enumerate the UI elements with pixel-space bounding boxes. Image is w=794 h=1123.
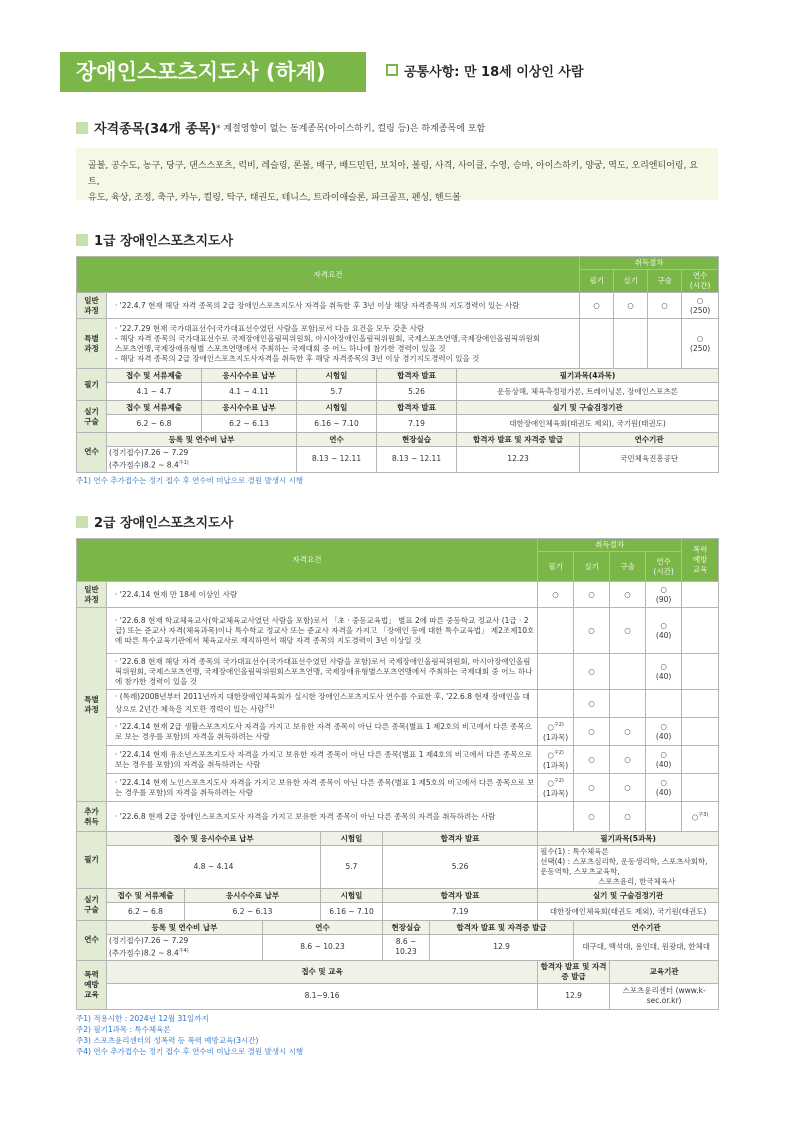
grade2-special-row-practical: ○: [574, 718, 610, 746]
grade2-additional-label: 추가 취득: [77, 802, 107, 832]
grade2-practical-v2: 6.16 ~ 7.10: [321, 903, 383, 921]
grade1-practical-v3: 7.19: [377, 415, 457, 433]
grade1-training-v0: 8.13 ~ 12.11: [297, 447, 377, 473]
grade2-table: [76, 538, 719, 1010]
grade2-violence-header: 폭력 예방 교육: [682, 539, 719, 582]
grade2-oral-header: 구술: [610, 552, 646, 582]
grade2-practical-h4: 실기 및 구술검정기관: [538, 889, 719, 903]
grade2-footnote-2: 주2) 필기1과목 : 특수체육론: [76, 1025, 171, 1034]
grade2-special-row-written: ○$^{주2)}$ (1과목): [538, 718, 574, 746]
grade1-general-written: ○: [580, 293, 614, 319]
grade1-general-training: ○ (250): [682, 293, 719, 319]
grade2-practical-label: 실기 구술: [77, 889, 107, 921]
grade1-written-v2: 5.7: [297, 383, 377, 401]
grade2-training-registration: (정기접수)7.26 ~ 7.29 (추가접수)8.2 ~ $8.4^{주4)}$: [107, 935, 263, 961]
grade2-special-row-practical: ○: [574, 746, 610, 774]
grade2-training-header: 연수 (시간): [646, 552, 682, 582]
grade1-practical-header: 실기: [614, 270, 648, 293]
grade2-violence-label: 폭력 예방 교육: [77, 960, 107, 1009]
section-square-icon: [76, 234, 88, 246]
grade1-written-v4: 운동상해, 체육측정평가론, 트레이닝론, 장애인스포츠론: [457, 383, 719, 401]
grade2-special-row-written: ○$^{주2)}$ (1과목): [538, 746, 574, 774]
section-square-icon: [76, 122, 88, 134]
grade2-written-label: 필기: [77, 832, 107, 889]
grade1-procedure-header: 취득절차: [580, 257, 719, 270]
grade2-practical-header: 실기: [574, 552, 610, 582]
grade2-special-row-training: ○ (40): [646, 608, 682, 654]
grade1-title: 1급 장애인스포츠지도사: [94, 234, 234, 249]
page-title: 장애인스포츠지도사 (하계): [76, 60, 326, 84]
grade1-table: [76, 256, 719, 473]
grade1-training-h1: 연수: [297, 433, 377, 447]
grade2-footnote-1: 주1) 적용시한 : 2024년 12월 31일까지: [76, 1014, 209, 1023]
grade2-general-oral: ○: [610, 582, 646, 608]
grade1-practical-v2: 6.16 ~ 7.10: [297, 415, 377, 433]
grade2-practical-h3: 합격자 발표: [383, 889, 538, 903]
grade1-oral-header: 구술: [648, 270, 682, 293]
grade1-training-h4: 연수기관: [580, 433, 719, 447]
grade2-written-h1: 시험일: [321, 832, 383, 846]
grade2-training-v1: 8.6 ~ 10.23: [383, 935, 430, 961]
grade2-general-label: 일반 과정: [77, 582, 107, 608]
grade1-practical-h1: 응시수수료 납부: [202, 401, 297, 415]
grade1-footnote: 주1) 연수 추가접수는 정기 접수 후 연수비 미납으로 결원 발생시 시행: [76, 476, 304, 485]
grade2-procedure-header: 취득절차: [538, 539, 682, 552]
grade2-general-training: ○ (90): [646, 582, 682, 608]
grade1-training-v1: 8.13 ~ 12.11: [377, 447, 457, 473]
grade2-special-row-training: ○ (40): [646, 654, 682, 690]
grade2-violence-v1: 12.9: [538, 983, 610, 1009]
grade2-practical-v0: 6.2 ~ 6.8: [107, 903, 185, 921]
grade2-practical-h1: 응시수수료 납부: [185, 889, 321, 903]
grade2-training-h0: 등록 및 연수비 납부: [107, 921, 263, 935]
grade1-training-header: 연수 (시간): [682, 270, 719, 293]
grade2-special-row-text: · '22.6.8 현재 해당 자격 종목의 국가대표선수(국가대표선수였던 사람을 포함)로서 국제장애인올림픽위원회, 아시아장애인올림픽위원회, 국제스포츠연맹, 국제장애인올림픽위원회스포츠연맹, 국제장애유형별스포츠연맹에서 주최하는 국제대회 중 어느 하나에 참가한 경력이 있을 것: [107, 654, 538, 690]
page-title-bar: [60, 52, 366, 92]
grade2-written-v1: 5.7: [321, 846, 383, 889]
grade1-written-v1: 4.1 ~ 4.11: [202, 383, 297, 401]
grade2-training-v0: 8.6 ~ 10.23: [263, 935, 383, 961]
grade2-violence-v0: 8.1~9.16: [107, 983, 538, 1009]
grade2-practical-h2: 시험일: [321, 889, 383, 903]
grade1-written-h0: 접수 및 서류제출: [107, 369, 202, 383]
grade1-practical-h3: 합격자 발표: [377, 401, 457, 415]
grade2-general-written: ○: [538, 582, 574, 608]
grade1-practical-label: 실기 구술: [77, 401, 107, 433]
grade2-general-practical: ○: [574, 582, 610, 608]
grade2-training-h1: 연수: [263, 921, 383, 935]
grade2-written-subjects: 필수(1) : 특수체육론 선택(4) : 스포츠심리학, 운동생리학, 스포츠사회학, 운동역학, 스포츠교육학, 스포츠윤리, 한국체육사: [538, 846, 719, 889]
grade2-practical-h0: 접수 및 서류제출: [107, 889, 185, 903]
grade2-violence-v2: 스포츠윤리센터 (www.k-sec.or.kr): [610, 983, 719, 1009]
sports-list-box: [76, 148, 718, 203]
grade2-special-row-training: ○ (40): [646, 774, 682, 802]
grade2-additional-text: · '22.6.8 현재 2급 장애인스포츠지도사 자격을 가지고 보유한 자격 종목이 아닌 다른 종목의 자격을 취득하려는 사람: [107, 802, 538, 832]
grade2-additional-violence: ○$^{주3)}$: [682, 802, 719, 832]
grade2-written-h3: 필기과목(5과목): [538, 832, 719, 846]
sports-line-2: 유도, 육상, 조정, 축구, 카누, 컬링, 탁구, 태권도, 테니스, 트라이애슬론, 파크골프, 펜싱, 핸드볼: [88, 193, 461, 203]
grade2-training-v3: 대구대, 백석대, 용인대, 원광대, 한체대: [574, 935, 719, 961]
grade1-general-text: · '22.4.7 현재 해당 자격 종목의 2급 장애인스포츠지도사 자격을 취득한 후 3년 이상 해당 자격종목의 지도경력이 있는 사람: [107, 293, 580, 319]
grade1-training-label: 연수: [77, 433, 107, 473]
grade1-written-v3: 5.26: [377, 383, 457, 401]
grade2-training-h4: 연수기관: [574, 921, 719, 935]
grade1-written-h2: 시험일: [297, 369, 377, 383]
grade1-general-label: 일반 과정: [77, 293, 107, 319]
grade1-requirements-header: 자격요건: [77, 257, 580, 293]
grade1-special-label: 특별 과정: [77, 319, 107, 369]
grade1-written-h3: 합격자 발표: [377, 369, 457, 383]
grade1-written-v0: 4.1 ~ 4.7: [107, 383, 202, 401]
grade2-written-h0: 접수 및 응시수수료 납부: [107, 832, 321, 846]
grade2-general-text: · '22.4.14 현재 만 18세 이상인 사람: [107, 582, 538, 608]
grade2-training-h3: 합격자 발표 및 자격증 발급: [430, 921, 574, 935]
grade2-violence-h1: 합격자 발표 및 자격증 발급: [538, 960, 610, 983]
grade2-training-v2: 12.9: [430, 935, 574, 961]
grade2-written-v2: 5.26: [383, 846, 538, 889]
grade1-written-h4: 필기과목(4과목): [457, 369, 719, 383]
grade1-training-h0: 등록 및 연수비 납부: [107, 433, 297, 447]
common-requirement: 공통사항: 만 18세 이상인 사람: [404, 65, 584, 80]
grade1-training-registration: (정기접수)7.26 ~ 7.29 (추가접수)8.2 ~ $8.4^{주1)}$: [107, 447, 297, 473]
grade2-special-row-oral: ○: [610, 746, 646, 774]
grade1-special-training: ○ (250): [682, 319, 719, 369]
grade2-footnote-4: 주4) 연수 추가접수는 정기 접수 후 연수비 미납으로 결원 발생시 시행: [76, 1047, 304, 1056]
grade1-training-h3: 합격자 발표 및 자격증 발급: [457, 433, 580, 447]
grade2-practical-v3: 7.19: [383, 903, 538, 921]
grade1-written-header: 필기: [580, 270, 614, 293]
grade2-violence-h2: 교육기관: [610, 960, 719, 983]
grade2-special-row-oral: ○: [610, 718, 646, 746]
sports-note: * 계절영향이 없는 동계종목(아이스하키, 컬링 등)은 하계종목에 포함: [216, 124, 486, 134]
grade2-special-label: 특별 과정: [77, 608, 107, 802]
grade2-practical-v4: 대한장애인체육회(태권도 제외), 국기원(태권도): [538, 903, 719, 921]
grade2-violence-h0: 접수 및 교육: [107, 960, 538, 983]
grade1-general-oral: ○: [648, 293, 682, 319]
grade2-special-row-training: ○ (40): [646, 746, 682, 774]
grade2-special-row-text: · '22.6.8 현재 학교체육교사(학교체육교사였던 사람을 포함)로서 「초 · 중등교육법」 별표 2에 따른 중등학교 정교사 (1급 · 2급) 또는 준교사 자격(체육과목)이나 특수학교 정교사 또는 준교사 자격을 가지고 「장애인 등에 대한 특수교육법」 제2조제10호에 따른 특수교육기관에서 체육교사로 재직하면서 해당 자격 종목의 지도경력이 3년 이상일 것: [107, 608, 538, 654]
grade1-training-v3: 국민체육진흥공단: [580, 447, 719, 473]
grade2-practical-v1: 6.2 ~ 6.13: [185, 903, 321, 921]
grade1-special-text: · '22.7.29 현재 국가대표선수(국가대표선수였던 사람을 포함)로서 다음 요건을 모두 갖춘 사람 - 해당 자격 종목의 국가대표선수로 국제장애인올림픽위원회, 아시아장애인올림픽위원회, 국제스포츠연맹,국제장애인올림픽위원회 스포츠연맹,국제장애유형별 스포츠연맹에서 주최하는 국제대회 중 어느 하나에 참가한 경력이 있을 것 - 해당 자격 종목의 2급 장애인스포츠지도사자격을 취득한 후 해당 자격종목의 3년 이상 경기지도경력이 있을 것: [107, 319, 580, 369]
grade2-special-row-oral: ○: [610, 774, 646, 802]
section-square-icon: [76, 516, 88, 528]
grade2-written-v0: 4.8 ~ 4.14: [107, 846, 321, 889]
grade1-training-h2: 현장실습: [377, 433, 457, 447]
grade2-requirements-header: 자격요건: [77, 539, 538, 582]
grade2-special-row-practical: ○: [574, 608, 610, 654]
grade1-practical-h4: 실기 및 구술검정기관: [457, 401, 719, 415]
grade1-general-practical: ○: [614, 293, 648, 319]
grade2-special-row-text: · '22.4.14 현재 노인스포츠지도사 자격을 가지고 보유한 자격 종목이 아닌 다른 종목(별표 1 제5호의 비고에서 다른 종목으로 보는 경우를 포함)의 자격을 취득하려는 사람: [107, 774, 538, 802]
grade1-practical-h0: 접수 및 서류제출: [107, 401, 202, 415]
grade2-training-label: 연수: [77, 921, 107, 961]
grade2-special-row-text: · (특례)2008년부터 2011년까지 대한장애인체육회가 실시한 장애인스포츠지도사 연수를 수료한 후, '22.6.8 현재 장애인을 대상으로 2년간 체육을 지도한 경력이 있는 사람$^{주1)}$: [107, 690, 538, 718]
grade2-special-row-practical: ○: [574, 774, 610, 802]
grade1-training-v2: 12.23: [457, 447, 580, 473]
grade2-special-row-oral: ○: [610, 608, 646, 654]
grade2-special-row-practical: ○: [574, 654, 610, 690]
grade2-special-row-practical: ○: [574, 690, 610, 718]
grade1-practical-v1: 6.2 ~ 6.13: [202, 415, 297, 433]
checkbox-icon: [386, 64, 398, 76]
grade2-written-h2: 합격자 발표: [383, 832, 538, 846]
grade2-special-row-text: · '22.4.14 현재 2급 생활스포츠지도사 자격을 가지고 보유한 자격 종목이 아닌 다른 종목(별표 1 제2호의 비고에서 다른 종목으로 보는 경우를 포함)의 자격을 취득하려는 사람: [107, 718, 538, 746]
grade2-additional-oral: ○: [610, 802, 646, 832]
grade2-additional-practical: ○: [574, 802, 610, 832]
grade1-written-h1: 응시수수료 납부: [202, 369, 297, 383]
grade2-special-row-text: · '22.4.14 현재 유소년스포츠지도사 자격을 가지고 보유한 자격 종목이 아닌 다른 종목(별표 1 제4호의 비고에서 다른 종목으로 보는 경우를 포함)의 자격을 취득하려는 사람: [107, 746, 538, 774]
grade1-practical-v4: 대한장애인체육회(태권도 제외), 국기원(태권도): [457, 415, 719, 433]
sports-line-1: 골볼, 공수도, 농구, 당구, 댄스스포츠, 럭비, 레슬링, 론볼, 배구, 배드민턴, 보치아, 볼링, 사격, 사이클, 수영, 승마, 아이스하키, 양궁, 역도, 오리엔티어링, 요트,: [88, 161, 698, 187]
grade2-written-header: 필기: [538, 552, 574, 582]
grade2-special-row-written: ○$^{주2)}$ (1과목): [538, 774, 574, 802]
grade1-written-label: 필기: [77, 369, 107, 401]
grade2-special-row-training: ○ (40): [646, 718, 682, 746]
grade2-title: 2급 장애인스포츠지도사: [94, 516, 234, 531]
grade1-practical-h2: 시험일: [297, 401, 377, 415]
grade2-training-h2: 현장실습: [383, 921, 430, 935]
grade2-footnote-3: 주3) 스포츠윤리센터의 성폭력 등 폭력 예방교육(3시간): [76, 1036, 259, 1045]
sports-title: 자격종목(34개 종목): [94, 122, 217, 137]
grade1-practical-v0: 6.2 ~ 6.8: [107, 415, 202, 433]
